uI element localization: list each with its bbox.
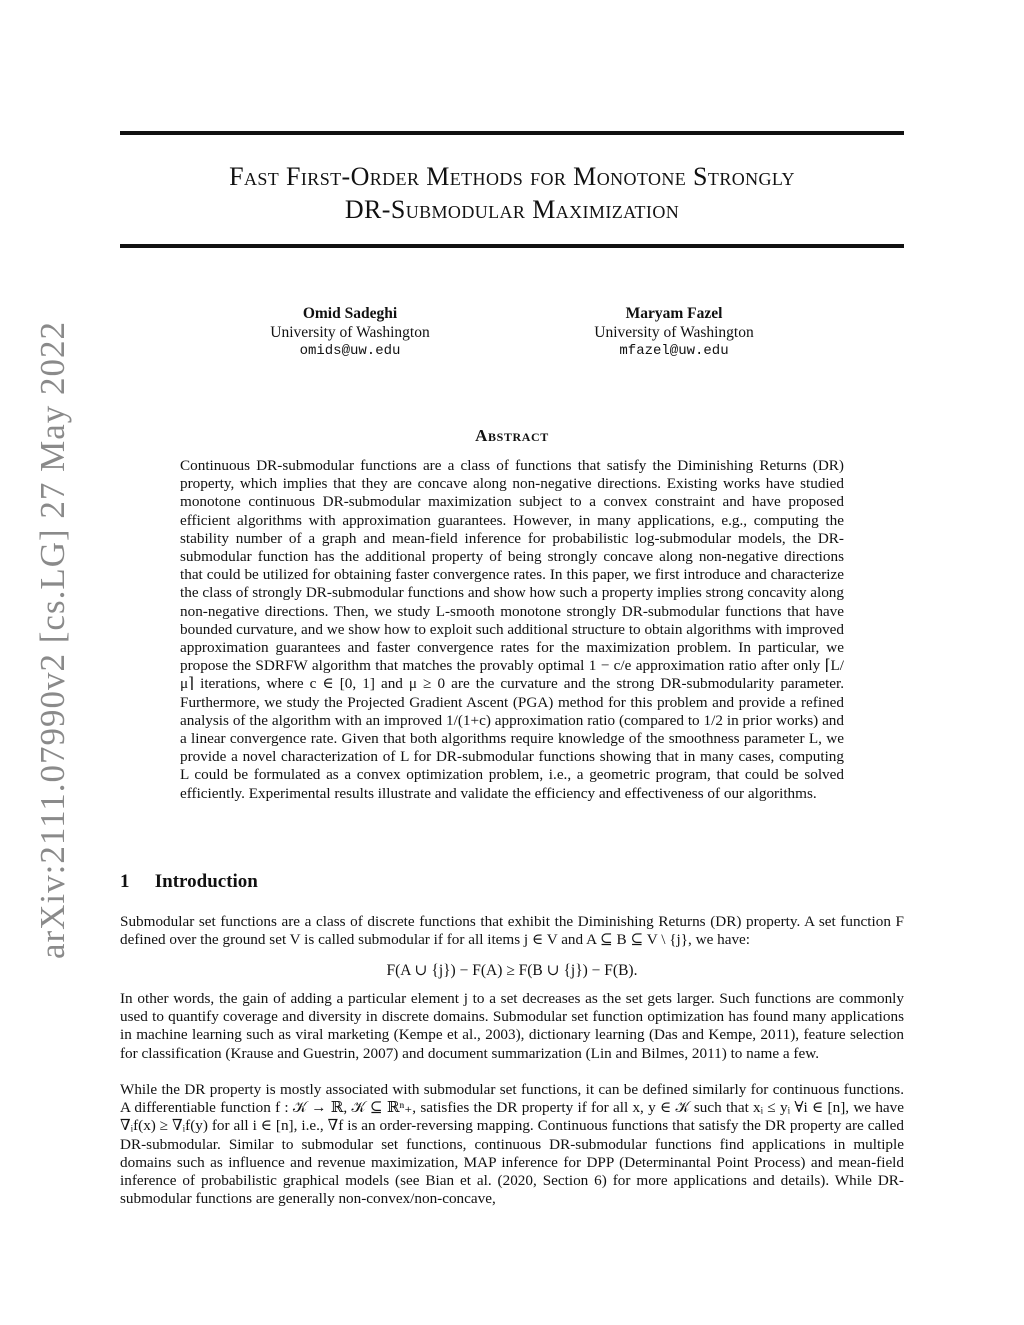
author-name: Maryam Fazel bbox=[625, 305, 723, 322]
author-email[interactable]: omids@uw.edu bbox=[299, 343, 401, 359]
paragraph-text: In other words, the gain of adding a particular element j to a set decreases as the set gets larger. Such functions are commonly used to quantify coverage and diversity in discrete domains. Submodular set function optimization has found many applications in machine learning such as viral marketing (Kempe et al., 2003), dictionary learning (Das and Kempe, 2011), feature selection for classification (Krause and Guestrin, 2007) and document summarization (Lin and Bilmes, 2011) to name a few. bbox=[120, 990, 904, 1062]
paragraph-text: Submodular set functions are a class of discrete functions that exhibit the Diminishing Returns (DR) property. A set function F defined over the ground set V is called submodular if for all items j ∈ V and A ⊆ B ⊆ V \ {j}, we have: bbox=[120, 913, 904, 949]
title-line-2: DR-Submodular Maximization bbox=[344, 195, 680, 224]
author-block bbox=[544, 304, 804, 361]
abstract-body bbox=[180, 457, 844, 803]
author-affiliation: University of Washington bbox=[594, 324, 754, 341]
paragraph-text: While the DR property is mostly associated with submodular set functions, it can be defined similarly for continuous functions. A differentiable function f : 𝒦 → ℝ, 𝒦 ⊆ ℝⁿ₊, satisfies the DR property if for all x, y ∈ 𝒦 such that xᵢ ≤ yᵢ ∀i ∈ [n], we have ∇ᵢf(x) ≥ ∇ᵢf(y) for all i ∈ [n], i.e., ∇f is an order-reversing mapping. Continuous functions that satisfy the DR property are called DR-submodular. Similar to submodular set functions, continuous DR-submodular functions find applications in multiple domains such as influence and revenue maximization, MAP inference for DPP (Determinantal Point Process) and mean-field inference of probabilistic graphical models (see Bian et al. (2020, Section 6) for more applications and details). While DR-submodular functions are generally non-convex/non-concave, bbox=[120, 1081, 904, 1208]
arxiv-identifier: arXiv:2111.07990v2 [cs.LG] 27 May 2022 bbox=[33, 320, 72, 960]
author-affiliation: University of Washington bbox=[270, 324, 430, 341]
title-top-rule bbox=[120, 131, 904, 135]
title-line-1: Fast First-Order Methods for Monotone Strongly bbox=[229, 162, 795, 191]
section-heading bbox=[120, 871, 258, 893]
section-title: Introduction bbox=[154, 871, 258, 892]
author-email[interactable]: mfazel@uw.edu bbox=[619, 343, 729, 359]
abstract-heading: Abstract bbox=[475, 426, 549, 445]
intro-paragraph-1 bbox=[120, 913, 904, 949]
author-name: Omid Sadeghi bbox=[302, 305, 398, 322]
title-bottom-rule bbox=[120, 244, 904, 248]
paper-title bbox=[120, 160, 904, 226]
intro-paragraph-3 bbox=[120, 1081, 904, 1208]
abstract-text: Continuous DR-submodular functions are a class of functions that satisfy the Diminishing Returns (DR) property, which implies that they are concave along non-negative directions. Existing works have studied monotone continuous DR-submodular maximization subject to a convex constraint and have proposed efficient algorithms with approximation guarantees. However, in many applications, e.g., computing the stability number of a graph and mean-field inference for probabilistic log-submodular models, the DR-submodular function has the additional property of being strongly concave along non-negative directions that could be utilized for obtaining faster convergence rates. In this paper, we first introduce and characterize the class of strongly DR-submodular functions and show how such a property implies strong concavity along non-negative directions. Then, we study L-smooth monotone strongly DR-submodular functions that have bounded curvature, and we show how to exploit such additional structure to obtain algorithms with improved approximation guarantees and faster convergence rates for the maximization problem. In particular, we propose the SDRFW algorithm that matches the provably optimal 1 − c/e approximation ratio after only ⌈L/μ⌉ iterations, where c ∈ [0, 1] and μ ≥ 0 are the curvature and the strong DR-submodularity parameter. Furthermore, we study the Projected Gradient Ascent (PGA) method for this problem and provide a refined analysis of the algorithm with an improved 1/(1+c) approximation ratio (compared to 1/2 in prior works) and a linear convergence rate. Given that both algorithms require knowledge of the smoothness parameter L, we provide a novel characterization of L for DR-submodular functions showing that in many cases, computing L could be formulated as a convex optimization problem, i.e., a geometric program, that could be solved efficiently. Experimental results illustrate and validate the efficiency and effectiveness of our algorithms. bbox=[180, 457, 844, 802]
intro-paragraph-2 bbox=[120, 990, 904, 1063]
display-equation: F(A ∪ {j}) − F(A) ≥ F(B ∪ {j}) − F(B). bbox=[386, 962, 638, 979]
section-number: 1 bbox=[120, 871, 130, 892]
author-block bbox=[220, 304, 480, 361]
